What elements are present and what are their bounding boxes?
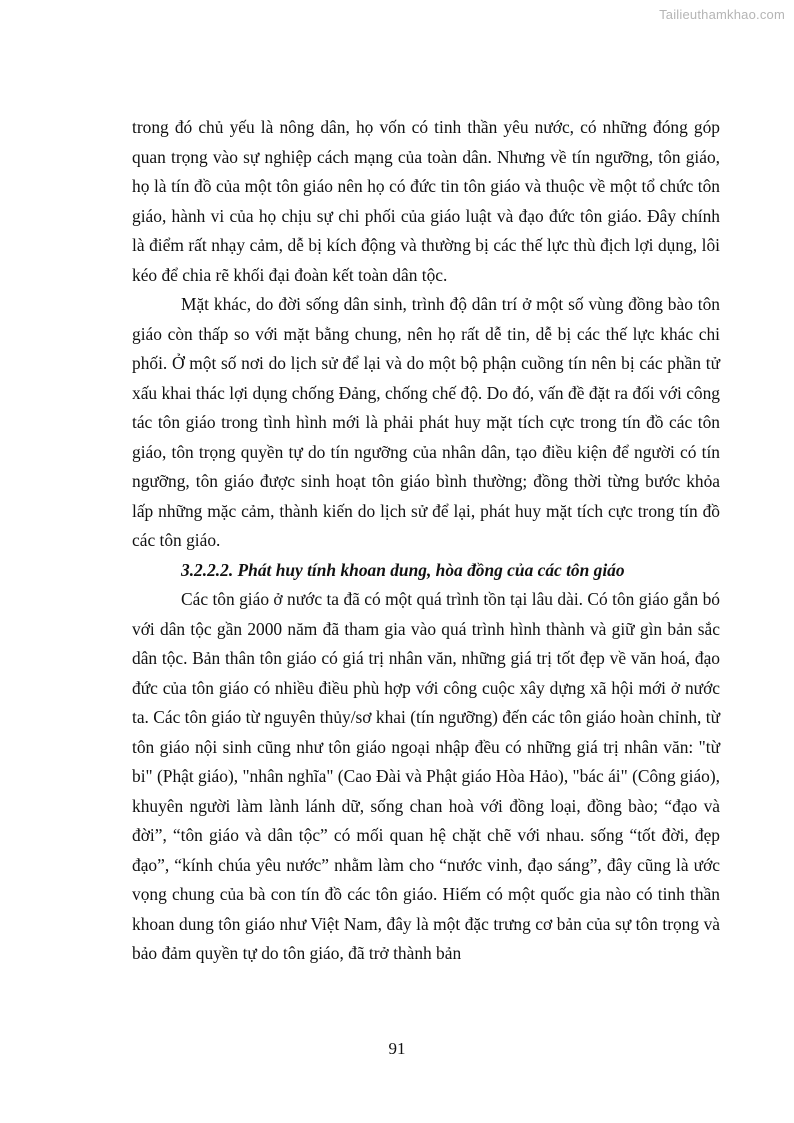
page-number: 91 [388,1039,406,1058]
paragraph: Mặt khác, do đời sống dân sinh, trình độ dân trí ở một số vùng đồng bào tôn giáo còn thấp so với mặt bằng chung, nên họ rất dễ tin, dễ bị các thế lực khác chi phối. Ở một số nơi do lịch sử để lại và do một bộ phận cuồng tín nên bị các phần tử xấu khai thác lợi dụng chống Đảng, chống chế độ. Do đó, vấn đề đặt ra đối với công tác tôn giáo trong tình hình mới là phải phát huy mặt tích cực trong tín đồ các tôn giáo, tôn trọng quyền tự do tín ngưỡng của nhân dân, tạo điều kiện để người có tín ngưỡng, tôn giáo được sinh hoạt tôn giáo bình thường; đồng thời từng bước khỏa lấp những mặc cảm, thành kiến do lịch sử để lại, phát huy mặt tích cực trong tín đồ các tôn giáo. [132,294,720,550]
document-body [132,113,720,969]
paragraph: Các tôn giáo ở nước ta đã có một quá trình tồn tại lâu dài. Có tôn giáo gắn bó với dân tộc gần 2000 năm đã tham gia vào quá trình hình thành và giữ gìn bản sắc dân tộc. Bản thân tôn giáo có giá trị nhân văn, những giá trị tốt đẹp về văn hoá, đạo đức của tôn giáo có nhiều điều phù hợp với công cuộc xây dựng xã hội mới ở nước ta. Các tôn giáo từ nguyên thủy/sơ khai (tín ngưỡng) đến các tôn giáo hoàn chỉnh, từ tôn giáo nội sinh cũng như tôn giáo ngoại nhập đều có những giá trị nhân văn: "từ bi" (Phật giáo), "nhân nghĩa" (Cao Đài và Phật giáo Hòa Hảo), "bác ái" (Công giáo), khuyên người làm lành lánh dữ, sống chan hoà với đồng loại, đồng bào; “đạo và đời”, “tôn giáo và dân tộc” có mối quan hệ chặt chẽ với nhau. sống “tốt đời, đẹp đạo”, “kính chúa yêu nước” nhằm làm cho “nước vinh, đạo sáng”, đây cũng là ước vọng chung của bà con tín đồ các tôn giáo. Hiếm có một quốc gia nào có tinh thần khoan dung tôn giáo như Việt Nam, đây là một đặc trưng cơ bản của sự tôn trọng và bảo đảm quyền tự do tôn giáo, đã trở thành bản [132,589,720,963]
paragraph-continuation: trong đó chủ yếu là nông dân, họ vốn có tinh thần yêu nước, có những đóng góp quan trọng vào sự nghiệp cách mạng của toàn dân. Nhưng về tín ngưỡng, tôn giáo, họ là tín đồ của một tôn giáo nên họ có đức tin tôn giáo và thuộc về một tổ chức tôn giáo, hành vi của họ chịu sự chi phối của giáo luật và đạo đức tôn giáo. Đây chính là điểm rất nhạy cảm, dễ bị kích động và thường bị các thế lực thù địch lợi dụng, lôi kéo để chia rẽ khối đại đoàn kết toàn dân tộc. [132,117,720,285]
section-heading: 3.2.2.2. Phát huy tính khoan dung, hòa đồng của các tôn giáo [181,559,625,580]
watermark: Tailieuthamkhao.com [659,7,785,22]
